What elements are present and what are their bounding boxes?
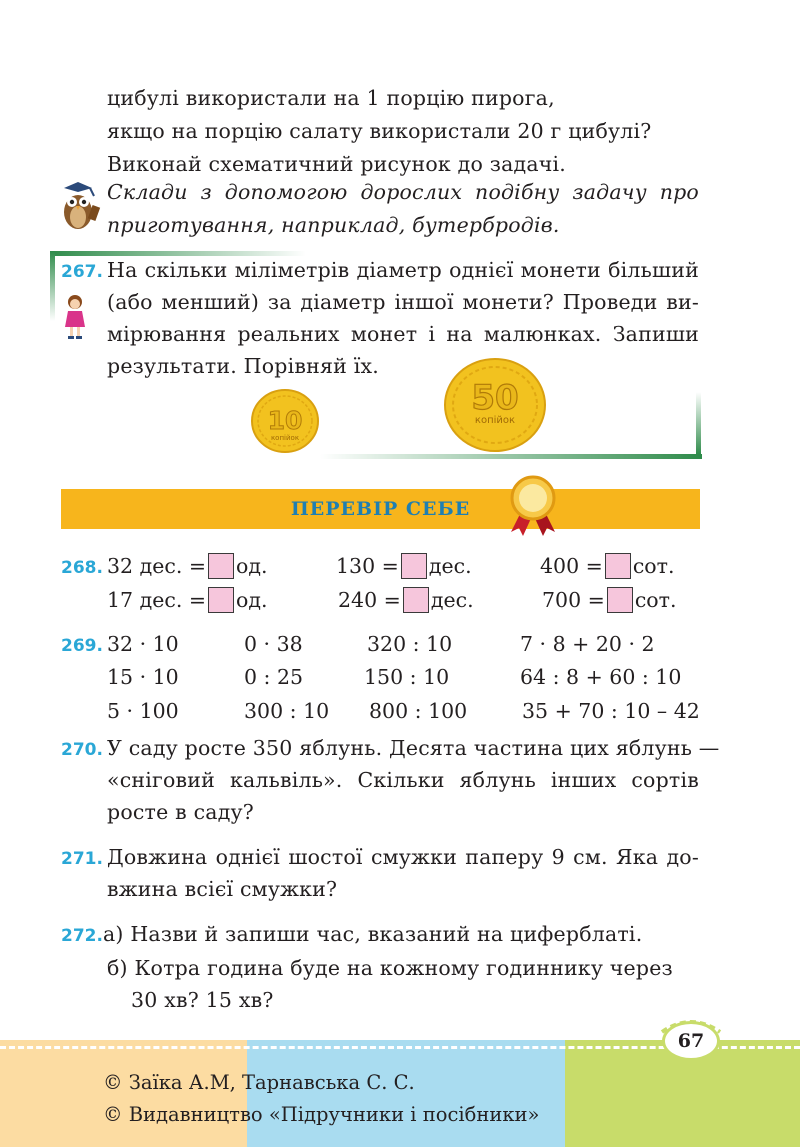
answer-box[interactable] — [401, 553, 427, 579]
expr-unit: дес. — [428, 554, 472, 578]
task-number-268: 268. — [61, 558, 103, 578]
word: задачу — [572, 180, 647, 204]
coin-big-label: копійок — [474, 415, 516, 426]
word: дорослих — [360, 180, 463, 204]
task-268-r2-c2 — [338, 587, 474, 613]
task-number-271: 271. — [61, 849, 103, 869]
intro-line-2: якщо на порцію салату використали 20 г цибулі? — [107, 119, 652, 143]
answer-box[interactable] — [403, 587, 429, 613]
intro-line-3: Виконай схематичний рисунок до задачі. — [107, 152, 566, 176]
task-269-cell: 5 · 100 — [107, 699, 179, 723]
task-269-cell: 0 · 38 — [244, 632, 303, 656]
expr-left: 17 дес. = — [107, 588, 207, 612]
task-267-line-1 — [107, 258, 699, 282]
word: 9 — [551, 845, 565, 869]
word: смужки — [370, 845, 457, 869]
word: однієї — [449, 258, 514, 282]
answer-box[interactable] — [605, 553, 631, 579]
task-271-line-2: вжина всієї смужки? — [107, 877, 338, 901]
expr-left: 240 = — [338, 588, 401, 612]
word: до- — [666, 845, 699, 869]
task-270-line-2 — [107, 768, 699, 792]
expr-left: 130 = — [336, 554, 399, 578]
word: менший) — [161, 290, 260, 314]
word: допомогою — [224, 180, 348, 204]
word: більший — [608, 258, 699, 282]
word: На — [107, 258, 138, 282]
word: міліметрів — [234, 258, 350, 282]
coin-50-kopiyok — [443, 357, 547, 453]
task-268-r2-c3 — [542, 587, 677, 613]
word: Скільки — [357, 768, 445, 792]
word: см. — [573, 845, 608, 869]
task-269-cell: 150 : 10 — [364, 665, 450, 689]
intro-italic-line-2: приготування, наприклад, бутербродів. — [107, 213, 560, 237]
coin-big-value: 50 — [471, 378, 519, 418]
expr-unit: сот. — [632, 554, 675, 578]
task-269-cell: 800 : 100 — [369, 699, 468, 723]
expr-left: 700 = — [542, 588, 605, 612]
expr-unit: сот. — [634, 588, 677, 612]
task-270-line-1: У саду росте 350 яблунь. Десята частина цих яблунь — — [107, 736, 720, 760]
coin-small-label: копійок — [270, 434, 300, 442]
coin-10-kopiyok — [250, 389, 320, 453]
word: «сніговий — [107, 768, 215, 792]
word: Запиши — [612, 322, 699, 346]
task-number-269: 269. — [61, 636, 103, 656]
word: малюнках. — [483, 322, 602, 346]
task-268-r1-c2 — [336, 553, 472, 579]
expr-unit: од. — [236, 554, 268, 578]
task-268-r1-c3 — [540, 553, 675, 579]
frame-top-green — [50, 251, 306, 256]
word: монети? — [462, 290, 554, 314]
word: Довжина — [107, 845, 208, 869]
intro-line-1: цибулі використали на 1 порцію пирога, — [107, 86, 555, 110]
word: кальвіль». — [229, 768, 343, 792]
check-yourself-banner — [61, 489, 700, 529]
word: подібну — [475, 180, 560, 204]
word: реальних — [237, 322, 340, 346]
word: Проведи — [562, 290, 658, 314]
task-269-cell: 15 · 10 — [107, 665, 179, 689]
task-270-line-3: росте в саду? — [107, 800, 254, 824]
word: яблунь — [459, 768, 536, 792]
task-267-line-3 — [107, 322, 699, 346]
word: ви- — [666, 290, 699, 314]
expr-left: 32 дес. = — [107, 554, 207, 578]
task-number-272: 272. — [61, 926, 103, 946]
word: шостої — [288, 845, 363, 869]
answer-box[interactable] — [208, 587, 234, 613]
word: мірювання — [107, 322, 227, 346]
expr-unit: од. — [236, 588, 268, 612]
page-number: 67 — [662, 1021, 720, 1061]
task-269-cell: 0 : 25 — [244, 665, 304, 689]
expr-left: 400 = — [540, 554, 603, 578]
task-272-line-b1: б) Котра година буде на кожному годиннику через — [107, 956, 673, 980]
word: іншої — [394, 290, 454, 314]
copyright-publisher: © Видавництво «Підручники і посібники» — [103, 1103, 540, 1126]
answer-box[interactable] — [208, 553, 234, 579]
task-268-r2-c1 — [107, 587, 268, 613]
word: монет — [350, 322, 418, 346]
word: сортів — [631, 768, 699, 792]
word: однієї — [215, 845, 281, 869]
word: Склади — [107, 180, 188, 204]
frame-bottom-green — [320, 454, 702, 459]
task-268-r1-c1 — [107, 553, 268, 579]
girl-icon — [63, 293, 87, 341]
task-272-line-b2: 30 хв? 15 хв? — [131, 988, 274, 1012]
frame-right-green — [696, 392, 701, 455]
word: монети — [520, 258, 601, 282]
answer-box[interactable] — [607, 587, 633, 613]
task-269-cell: 64 : 8 + 60 : 10 — [520, 665, 682, 689]
intro-italic-line-1 — [107, 180, 699, 204]
task-271-line-1 — [107, 845, 699, 869]
frame-left-green — [50, 251, 55, 321]
task-number-270: 270. — [61, 740, 103, 760]
word: скільки — [144, 258, 228, 282]
word: Яка — [615, 845, 659, 869]
task-269-cell: 35 + 70 : 10 – 42 — [522, 699, 700, 723]
task-number-267: 267. — [61, 262, 103, 282]
word: діаметр — [356, 258, 442, 282]
task-267-line-2 — [107, 290, 699, 314]
expr-unit: дес. — [430, 588, 474, 612]
task-269-cell: 320 : 10 — [367, 632, 453, 656]
coin-small-value: 10 — [267, 406, 303, 435]
word: про — [659, 180, 699, 204]
word: інших — [550, 768, 617, 792]
word: (або — [107, 290, 153, 314]
word: з — [200, 180, 212, 204]
word: на — [446, 322, 473, 346]
banner-title: ПЕРЕВІР СЕБЕ — [290, 498, 471, 520]
task-269-cell: 7 · 8 + 20 · 2 — [520, 632, 655, 656]
task-272-line-a: а) Назви й запиши час, вказаний на циферблаті. — [103, 922, 643, 946]
copyright-authors: © Заїка А.М, Тарнавська С. С. — [103, 1071, 415, 1094]
word: паперу — [465, 845, 544, 869]
medal-icon — [505, 474, 561, 538]
task-269-cell: 32 · 10 — [107, 632, 179, 656]
word: за — [267, 290, 292, 314]
task-269-cell: 300 : 10 — [244, 699, 330, 723]
word: діаметр — [300, 290, 386, 314]
word: і — [428, 322, 436, 346]
owl-icon — [56, 180, 102, 232]
task-267-line-4: результати. Порівняй їх. — [107, 354, 379, 378]
